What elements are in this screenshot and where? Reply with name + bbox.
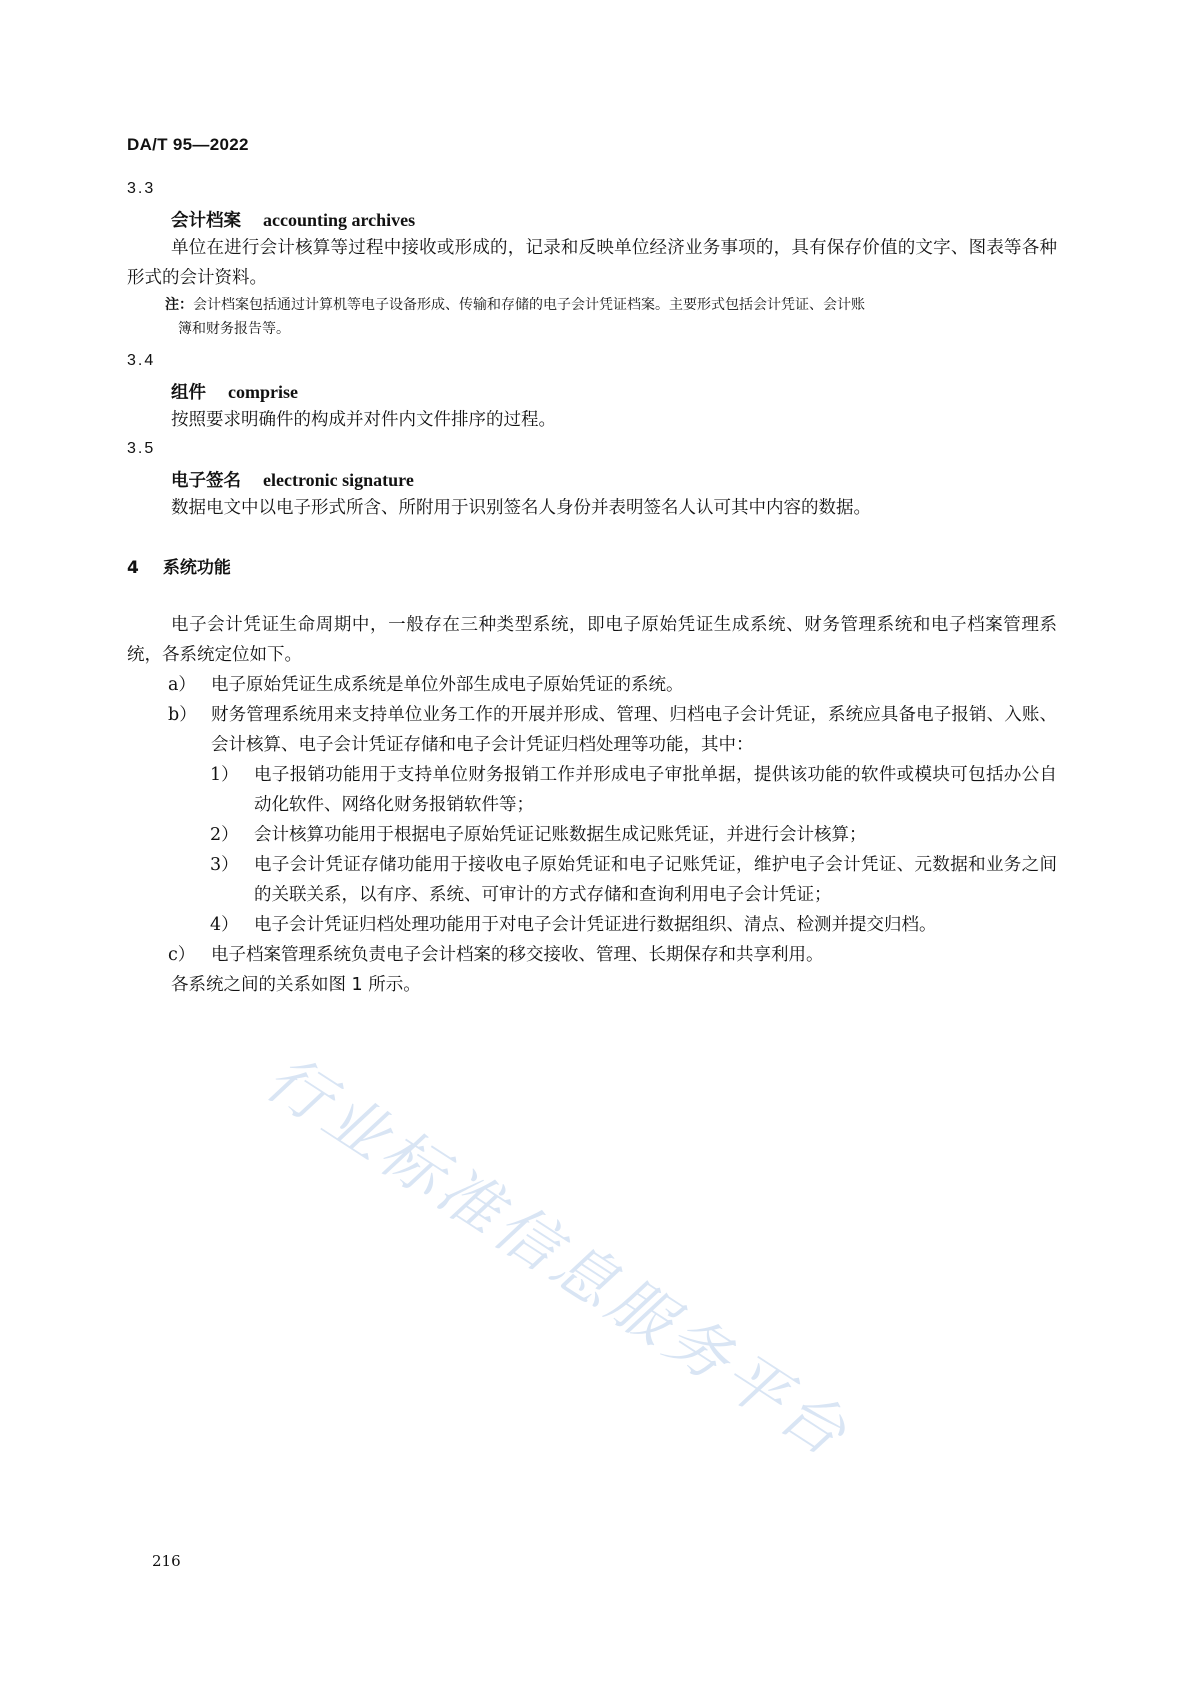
list-item-a — [168, 670, 1057, 700]
page-number: 216 — [152, 1552, 181, 1570]
term-heading-3-4 — [171, 379, 298, 404]
section-title: 系统功能 — [162, 558, 231, 578]
definition-3-4: 按照要求明确件的构成并对件内文件排序的过程。 — [171, 410, 556, 430]
note-line-1: 会计档案包括通过计算机等电子设备形成、传输和存储的电子会计凭证档案。主要形式包括会计凭证、会计账 — [193, 297, 865, 313]
list-marker: b） — [168, 705, 197, 725]
clause-number-3-3: 3.3 — [127, 180, 156, 197]
list-item-text: 电子报销功能用于支持单位财务报销工作并形成电子审批单据，提供该功能的软件或模块可包括办公自动化软件、网络化财务报销软件等； — [254, 765, 1057, 815]
term-zh: 组件 — [171, 383, 206, 403]
definition-3-3: 单位在进行会计核算等过程中接收或形成的，记录和反映单位经济业务事项的，具有保存价值的文字、图表等各种形式的会计资料。 — [127, 238, 1057, 288]
sub-item-4 — [210, 910, 1057, 940]
list-marker: 2） — [210, 825, 239, 845]
clause-number-3-4: 3.4 — [127, 352, 156, 369]
list-item-text: 会计核算功能用于根据电子原始凭证记账数据生成记账凭证，并进行会计核算； — [254, 825, 867, 845]
sub-item-1 — [210, 760, 1057, 820]
list-marker: a） — [168, 675, 196, 695]
list-marker: 3） — [210, 855, 239, 875]
list-item-c — [168, 940, 1057, 970]
list-item-text: 电子会计凭证归档处理功能用于对电子会计凭证进行数据组织、清点、检测并提交归档。 — [254, 915, 937, 935]
list-item-text: 电子原始凭证生成系统是单位外部生成电子原始凭证的系统。 — [211, 675, 684, 695]
sub-item-3 — [210, 850, 1057, 910]
term-en: accounting archives — [263, 210, 416, 230]
note-line-2: 簿和财务报告等。 — [178, 321, 290, 337]
list-marker: c） — [168, 945, 196, 965]
term-zh: 会计档案 — [171, 211, 241, 231]
note-3-3 — [165, 293, 1057, 341]
clause-number-3-5: 3.5 — [127, 440, 156, 457]
list-item-text: 电子档案管理系统负责电子会计档案的移交接收、管理、长期保存和共享利用。 — [211, 945, 824, 965]
list-item-text: 财务管理系统用来支持单位业务工作的开展并形成、管理、归档电子会计凭证，系统应具备电子报销、入账、会计核算、电子会计凭证存储和电子会计凭证归档处理等功能，其中： — [211, 705, 1057, 755]
closing-sentence: 各系统之间的关系如图 1 所示。 — [171, 975, 421, 995]
note-label: 注： — [165, 297, 193, 313]
section-intro: 电子会计凭证生命周期中，一般存在三种类型系统，即电子原始凭证生成系统、财务管理系统和电子档案管理系统，各系统定位如下。 — [127, 615, 1057, 665]
list-marker: 1） — [210, 765, 239, 785]
sub-item-2 — [210, 820, 1057, 850]
term-en: electronic signature — [263, 470, 414, 490]
list-item-text: 电子会计凭证存储功能用于接收电子原始凭证和电子记账凭证，维护电子会计凭证、元数据和业务之间的关联关系，以有序、系统、可审计的方式存储和查询利用电子会计凭证； — [254, 855, 1057, 905]
watermark: 行业标准信息服务平台 — [253, 1040, 864, 1473]
term-en: comprise — [228, 382, 298, 402]
term-heading-3-5 — [171, 467, 414, 492]
definition-3-5: 数据电文中以电子形式所含、所附用于识别签名人身份并表明签名人认可其中内容的数据。 — [171, 498, 871, 518]
term-zh: 电子签名 — [171, 471, 241, 491]
term-heading-3-3 — [171, 207, 415, 232]
section-heading-4 — [127, 553, 231, 578]
list-item-b — [168, 700, 1057, 760]
document-code: DA/T 95—2022 — [127, 135, 249, 154]
list-marker: 4） — [210, 915, 239, 935]
section-number: 4 — [127, 558, 139, 578]
